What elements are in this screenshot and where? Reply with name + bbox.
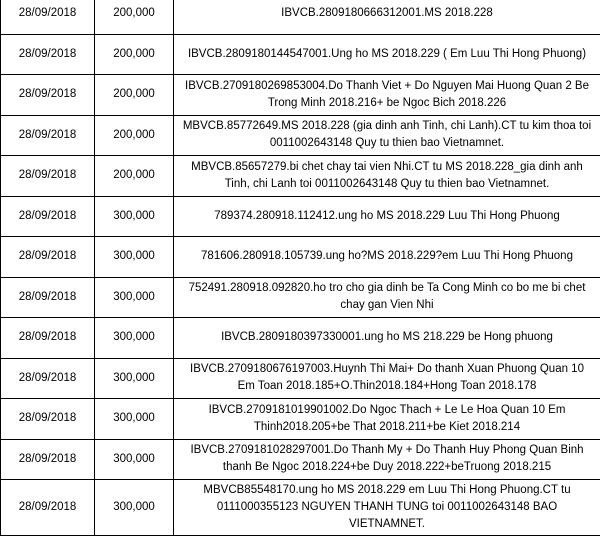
description-cell: MBVCB85548170.ung ho MS 2018.229 em Luu Thi Hong Phuong.CT tu 0111000355123 NGUYEN THANH TUNG toi 0011002643148 BAO VIETNAMNET.: [174, 480, 600, 536]
amount-cell: 200,000: [95, 0, 174, 34]
amount-cell: 300,000: [95, 277, 174, 318]
amount-cell: 200,000: [95, 34, 174, 75]
date-cell: 28/09/2018: [1, 480, 95, 536]
table-row: [1, 358, 600, 399]
amount-cell: 300,000: [95, 196, 174, 237]
table-body: [1, 0, 600, 536]
description-cell: IBVCB.2709181019901002.Do Ngoc Thach + Le Le Hoa Quan 10 Em Thinh2018.205+be That 2018.211+be Kiet 2018.214: [174, 399, 600, 440]
date-cell: 28/09/2018: [1, 115, 95, 156]
table-row: [1, 156, 600, 197]
amount-cell: 300,000: [95, 358, 174, 399]
table-row: [1, 399, 600, 440]
date-cell: 28/09/2018: [1, 196, 95, 237]
description-cell: MBVCB.85657279.bi chet chay tai vien Nhi.CT tu MS 2018.228_gia dinh anh Tinh, chi Lanh toi 0011002643148 Quy tu thien bao Vietnamnet.: [174, 156, 600, 197]
description-cell: IBVCB.2709180676197003.Huynh Thi Mai+ Do thanh Xuan Phuong Quan 10 Em Toan 2018.185+O.Thin2018.184+Hong Toan 2018.178: [174, 358, 600, 399]
description-cell: 789374.280918.112412.ung ho MS 2018.229 Luu Thi Hong Phuong: [174, 196, 600, 237]
description-cell: IBVCB.2809180397330001.ung ho MS 218.229 be Hong phuong: [174, 318, 600, 359]
amount-cell: 200,000: [95, 75, 174, 116]
amount-cell: 300,000: [95, 439, 174, 480]
table-row: [1, 237, 600, 278]
amount-cell: 200,000: [95, 115, 174, 156]
date-cell: 28/09/2018: [1, 75, 95, 116]
table-row: [1, 439, 600, 480]
table-row: [1, 318, 600, 359]
description-cell: 752491.280918.092820.ho tro cho gia dinh be Ta Cong Minh co bo me bi chet chay gan Vien Nhi: [174, 277, 600, 318]
date-cell: 28/09/2018: [1, 277, 95, 318]
description-cell: IBVCB.2709181028297001.Do Thanh My + Do Thanh Huy Phong Quan Binh thanh Be Ngoc 2018.224+be Duy 2018.222+beTruong 2018.215: [174, 439, 600, 480]
amount-cell: 300,000: [95, 480, 174, 536]
date-cell: 28/09/2018: [1, 439, 95, 480]
table-row: [1, 196, 600, 237]
description-cell: 781606.280918.105739.ung ho?MS 2018.229?em Luu Thi Hong Phuong: [174, 237, 600, 278]
description-cell: IBVCB.2809180144547001.Ung ho MS 2018.229 ( Em Luu Thi Hong Phuong): [174, 34, 600, 75]
date-cell: 28/09/2018: [1, 156, 95, 197]
table-row: [1, 480, 600, 536]
table-row: [1, 115, 600, 156]
date-cell: 28/09/2018: [1, 358, 95, 399]
date-cell: 28/09/2018: [1, 399, 95, 440]
table-row: [1, 277, 600, 318]
date-cell: 28/09/2018: [1, 237, 95, 278]
amount-cell: 300,000: [95, 399, 174, 440]
table-row: [1, 75, 600, 116]
date-cell: 28/09/2018: [1, 0, 95, 34]
table-row: [1, 0, 600, 34]
amount-cell: 300,000: [95, 237, 174, 278]
date-cell: 28/09/2018: [1, 34, 95, 75]
amount-cell: 200,000: [95, 156, 174, 197]
date-cell: 28/09/2018: [1, 318, 95, 359]
description-cell: IBVCB.2709180269853004.Do Thanh Viet + Do Nguyen Mai Huong Quan 2 Be Trong Minh 2018.216+ be Ngoc Bich 2018.226: [174, 75, 600, 116]
table-row: [1, 34, 600, 75]
description-cell: MBVCB.85772649.MS 2018.228 (gia dinh anh Tinh, chi Lanh).CT tu kim thoa toi 0011002643148 Quy tu thien bao Vietnamnet.: [174, 115, 600, 156]
description-cell: IBVCB.2809180666312001.MS 2018.228: [174, 0, 600, 34]
amount-cell: 300,000: [95, 318, 174, 359]
